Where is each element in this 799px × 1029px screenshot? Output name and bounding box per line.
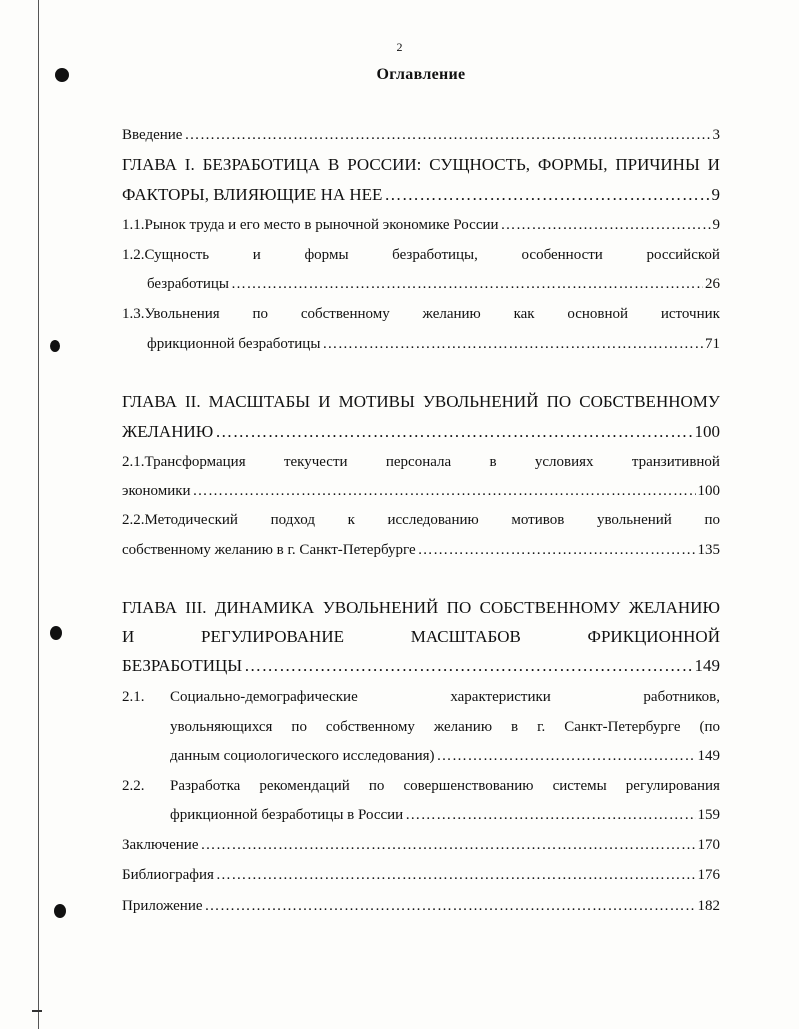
toc-chapter-3-line1 bbox=[122, 598, 720, 618]
toc-text: 135 bbox=[697, 542, 720, 558]
toc-text: безработицы bbox=[147, 276, 229, 292]
toc-section-1-2-line2 bbox=[147, 274, 720, 294]
toc-text: желанию bbox=[422, 306, 481, 322]
toc-chapter-1-line1 bbox=[122, 155, 720, 175]
toc-text: 2.1.Трансформация bbox=[122, 454, 246, 470]
toc-text: МАСШТАБОВ bbox=[410, 627, 521, 646]
toc-section-3-1-line2 bbox=[170, 717, 720, 737]
toc-text: в bbox=[489, 454, 497, 470]
toc-text: 9 bbox=[711, 185, 720, 204]
toc-text: основной bbox=[567, 306, 629, 322]
toc-text: желанию bbox=[433, 719, 493, 735]
toc-text: Библиография bbox=[122, 867, 214, 883]
leader-dots bbox=[322, 334, 703, 354]
toc-text: и bbox=[252, 247, 261, 263]
toc-section-3-2-number: 2.2. bbox=[122, 778, 145, 794]
toc-chapter-3-line2 bbox=[122, 627, 720, 647]
toc-text: рекомендаций bbox=[259, 778, 350, 794]
toc-text: в bbox=[511, 719, 519, 735]
leader-dots bbox=[184, 125, 710, 145]
toc-text: РЕГУЛИРОВАНИЕ bbox=[200, 627, 344, 646]
toc-text: 9 bbox=[712, 217, 720, 233]
toc-text: ФОРМЫ, bbox=[537, 155, 608, 174]
toc-text: увольнений bbox=[596, 512, 672, 528]
toc-section-3-1-line1 bbox=[170, 687, 720, 707]
toc-section-1-2-line1 bbox=[122, 245, 720, 265]
toc-text: ЖЕЛАНИЮ bbox=[122, 422, 214, 441]
toc-chapter-1-line2 bbox=[122, 185, 720, 205]
toc-text: подход bbox=[270, 512, 315, 528]
toc-text: СУЩНОСТЬ, bbox=[429, 155, 531, 174]
toc-text: ГЛАВА bbox=[122, 392, 177, 411]
toc-text: И bbox=[318, 392, 331, 411]
leader-dots bbox=[193, 481, 696, 501]
toc-text: ДИНАМИКА bbox=[214, 598, 315, 617]
toc-text: СОБСТВЕННОМУ bbox=[479, 598, 621, 617]
toc-section-1-3-line1 bbox=[122, 304, 720, 324]
toc-text: ЖЕЛАНИЮ bbox=[628, 598, 720, 617]
toc-text: Приложение bbox=[122, 898, 203, 914]
leader-dots bbox=[205, 896, 696, 916]
toc-text: Санкт-Петербурге bbox=[564, 719, 681, 735]
toc-text: ГЛАВА bbox=[122, 155, 177, 174]
toc-text: 149 bbox=[694, 656, 720, 675]
toc-text: совершенствованию bbox=[403, 778, 534, 794]
toc-text: фрикционной безработицы bbox=[147, 336, 321, 352]
toc-section-3-1-number: 2.1. bbox=[122, 689, 145, 705]
scan-blot bbox=[50, 626, 62, 640]
toc-entry-appendix bbox=[122, 896, 720, 916]
toc-text: ФАКТОРЫ, ВЛИЯЮЩИЕ НА НЕЕ bbox=[122, 185, 383, 204]
toc-chapter-2-line1 bbox=[122, 392, 720, 412]
toc-text: по bbox=[252, 306, 269, 322]
toc-text: безработицы, bbox=[392, 247, 478, 263]
toc-text: 159 bbox=[697, 807, 720, 823]
toc-text: мотивов bbox=[511, 512, 565, 528]
toc-text: III. bbox=[185, 598, 207, 617]
leader-dots bbox=[405, 805, 695, 825]
toc-text: 182 bbox=[697, 898, 720, 914]
toc-section-3-1-line3 bbox=[170, 746, 720, 766]
toc-text: данным социологического исследования) bbox=[170, 748, 435, 764]
toc-text: персонала bbox=[385, 454, 452, 470]
toc-text: МАСШТАБЫ bbox=[208, 392, 311, 411]
toc-text: к bbox=[347, 512, 355, 528]
toc-text: 149 bbox=[697, 748, 720, 764]
leader-dots bbox=[231, 274, 703, 294]
leader-dots bbox=[418, 540, 696, 560]
toc-text: условиях bbox=[534, 454, 594, 470]
toc-text: 100 bbox=[694, 422, 720, 441]
toc-text: ПО bbox=[446, 598, 472, 617]
toc-text: БЕЗРАБОТИЦЫ bbox=[122, 656, 243, 675]
toc-section-2-2-line1 bbox=[122, 510, 720, 530]
toc-entry-intro bbox=[122, 125, 720, 145]
toc-text: транзитивной bbox=[631, 454, 720, 470]
toc-text: УВОЛЬНЕНИЙ bbox=[422, 392, 539, 411]
toc-text: И bbox=[122, 627, 135, 646]
toc-text: И bbox=[707, 155, 720, 174]
toc-text: г. bbox=[537, 719, 546, 735]
toc-text: экономики bbox=[122, 483, 191, 499]
toc-text: Социально-демографические bbox=[170, 689, 358, 705]
toc-text: по bbox=[704, 512, 720, 528]
toc-text: II. bbox=[185, 392, 201, 411]
toc-text: 170 bbox=[697, 837, 720, 853]
toc-text: источник bbox=[660, 306, 720, 322]
toc-text: российской bbox=[646, 247, 720, 263]
toc-text: регулирования bbox=[625, 778, 720, 794]
toc-entry-conclusion bbox=[122, 835, 720, 855]
toc-text: ФРИКЦИОННОЙ bbox=[587, 627, 720, 646]
leader-dots bbox=[201, 835, 696, 855]
toc-text: характеристики bbox=[450, 689, 551, 705]
toc-chapter-2-line2 bbox=[122, 422, 720, 442]
toc-section-3-2-line1 bbox=[170, 776, 720, 796]
toc-text: по bbox=[368, 778, 385, 794]
toc-text: УВОЛЬНЕНИЙ bbox=[322, 598, 439, 617]
toc-text: ПРИЧИНЫ bbox=[615, 155, 700, 174]
toc-text: 100 bbox=[697, 483, 720, 499]
toc-text: Заключение bbox=[122, 837, 199, 853]
leader-dots bbox=[216, 865, 696, 885]
toc-text: работников, bbox=[643, 689, 720, 705]
toc-text: СОБСТВЕННОМУ bbox=[579, 392, 720, 411]
scan-blot bbox=[54, 904, 66, 918]
leader-dots bbox=[384, 185, 709, 205]
toc-section-1-1 bbox=[122, 215, 720, 235]
toc-text: особенности bbox=[521, 247, 603, 263]
toc-section-2-1-line1 bbox=[122, 452, 720, 472]
toc-section-1-3-line2 bbox=[147, 334, 720, 354]
toc-text: Введение bbox=[122, 127, 183, 143]
toc-text: БЕЗРАБОТИЦА bbox=[202, 155, 321, 174]
toc-text: 26 bbox=[705, 276, 720, 292]
toc-section-2-1-line2 bbox=[122, 481, 720, 501]
scan-edge-line bbox=[38, 0, 39, 1029]
toc-text: 1.2.Сущность bbox=[122, 247, 210, 263]
toc-text: собственному bbox=[325, 719, 415, 735]
toc-section-3-2-line2 bbox=[170, 805, 720, 825]
toc-text: МОТИВЫ bbox=[338, 392, 415, 411]
toc-chapter-3-line3 bbox=[122, 656, 720, 676]
toc-text: формы bbox=[304, 247, 349, 263]
toc-text: собственному bbox=[300, 306, 390, 322]
page-number: 2 bbox=[396, 40, 403, 54]
leader-dots bbox=[244, 656, 692, 676]
toc-text: по bbox=[291, 719, 307, 735]
toc-text: 3 bbox=[712, 127, 720, 143]
toc-text: 176 bbox=[697, 867, 720, 883]
scan-blot bbox=[50, 340, 60, 352]
toc-text: ГЛАВА bbox=[122, 598, 177, 617]
toc-text: собственному желанию в г. Санкт-Петербурге bbox=[122, 542, 416, 558]
scan-edge-mark bbox=[32, 1010, 42, 1012]
toc-text: 2.2.Методический bbox=[122, 512, 238, 528]
leader-dots bbox=[215, 422, 692, 442]
toc-text: Разработка bbox=[170, 778, 241, 794]
toc-text: увольняющихся bbox=[170, 719, 273, 735]
toc-text: В bbox=[328, 155, 340, 174]
toc-entry-bibliography bbox=[122, 865, 720, 885]
toc-text: (по bbox=[699, 719, 720, 735]
leader-dots bbox=[501, 215, 711, 235]
toc-text: ПО bbox=[546, 392, 572, 411]
toc-text: РОССИИ: bbox=[347, 155, 422, 174]
toc-text: системы bbox=[552, 778, 607, 794]
toc-text: I. bbox=[184, 155, 195, 174]
toc-text: 71 bbox=[705, 336, 720, 352]
toc-text: фрикционной безработицы в России bbox=[170, 807, 404, 823]
toc-text: текучести bbox=[283, 454, 348, 470]
leader-dots bbox=[437, 746, 696, 766]
toc-text: 1.1.Рынок труда и его место в рыночной экономике России bbox=[122, 217, 499, 233]
toc-section-2-2-line2 bbox=[122, 540, 720, 560]
toc-text: 1.3.Увольнения bbox=[122, 306, 220, 322]
toc-text: как bbox=[513, 306, 535, 322]
toc-text: исследованию bbox=[387, 512, 479, 528]
page-title: Оглавление bbox=[376, 66, 466, 83]
